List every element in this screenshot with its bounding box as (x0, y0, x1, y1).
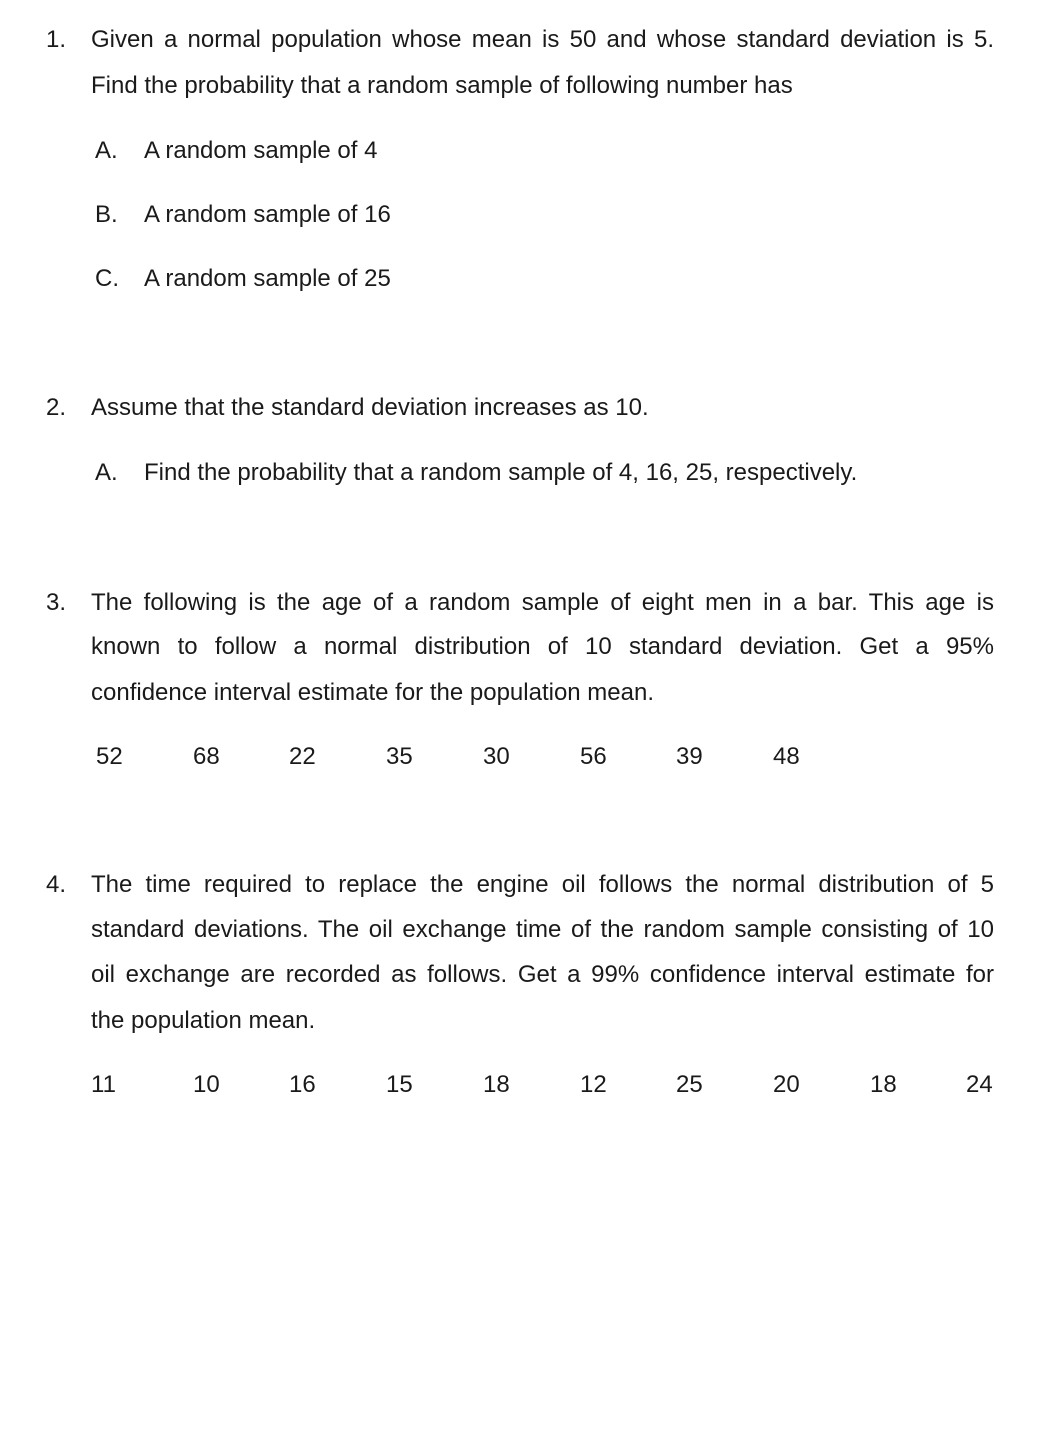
sample-value: 18 (483, 1071, 510, 1098)
item-letter: B. (95, 201, 118, 228)
question-number: 2. (46, 394, 67, 421)
question-number: 4. (46, 871, 67, 898)
sample-value: 18 (870, 1071, 897, 1098)
item-text: Find the probability that a random sample of 4, 16, 25, respectively. (144, 459, 858, 486)
question-text-line: Given a normal population whose mean is 50 and whose standard deviation is 5. (91, 26, 994, 53)
question-text-line: confidence interval estimate for the population mean. (91, 679, 655, 706)
sample-value: 16 (289, 1071, 316, 1098)
item-text: A random sample of 16 (144, 201, 391, 228)
sample-value: 25 (676, 1071, 703, 1098)
sample-value: 35 (386, 743, 413, 770)
sample-value: 10 (193, 1071, 220, 1098)
question-text-line: Find the probability that a random sample of following number has (91, 72, 793, 99)
item-letter: A. (95, 137, 118, 164)
sample-value: 12 (580, 1071, 607, 1098)
sample-value: 24 (966, 1071, 993, 1098)
sample-value: 20 (773, 1071, 800, 1098)
sample-value: 56 (580, 743, 607, 770)
question-number: 1. (46, 26, 67, 53)
sample-value: 48 (773, 743, 800, 770)
question-text-line: oil exchange are recorded as follows. Get a 99% confidence interval estimate for (91, 961, 994, 988)
sample-value: 15 (386, 1071, 413, 1098)
sample-value: 52 (96, 743, 123, 770)
sample-value: 22 (289, 743, 316, 770)
sample-value: 11 (91, 1071, 116, 1098)
question-number: 3. (46, 589, 67, 616)
question-text-line: known to follow a normal distribution of 10 standard deviation. Get a 95% (91, 633, 994, 660)
item-letter: C. (95, 265, 119, 292)
question-text-line: The following is the age of a random sample of eight men in a bar. This age is (91, 589, 994, 616)
question-text-line: the population mean. (91, 1007, 316, 1034)
question-text-line: standard deviations. The oil exchange time of the random sample consisting of 10 (91, 916, 994, 943)
sample-value: 68 (193, 743, 220, 770)
item-text: A random sample of 4 (144, 137, 378, 164)
item-text: A random sample of 25 (144, 265, 391, 292)
item-letter: A. (95, 459, 118, 486)
question-text-line: Assume that the standard deviation increases as 10. (91, 394, 649, 421)
question-text-line: The time required to replace the engine oil follows the normal distribution of 5 (91, 871, 994, 898)
sample-value: 30 (483, 743, 510, 770)
sample-value: 39 (676, 743, 703, 770)
